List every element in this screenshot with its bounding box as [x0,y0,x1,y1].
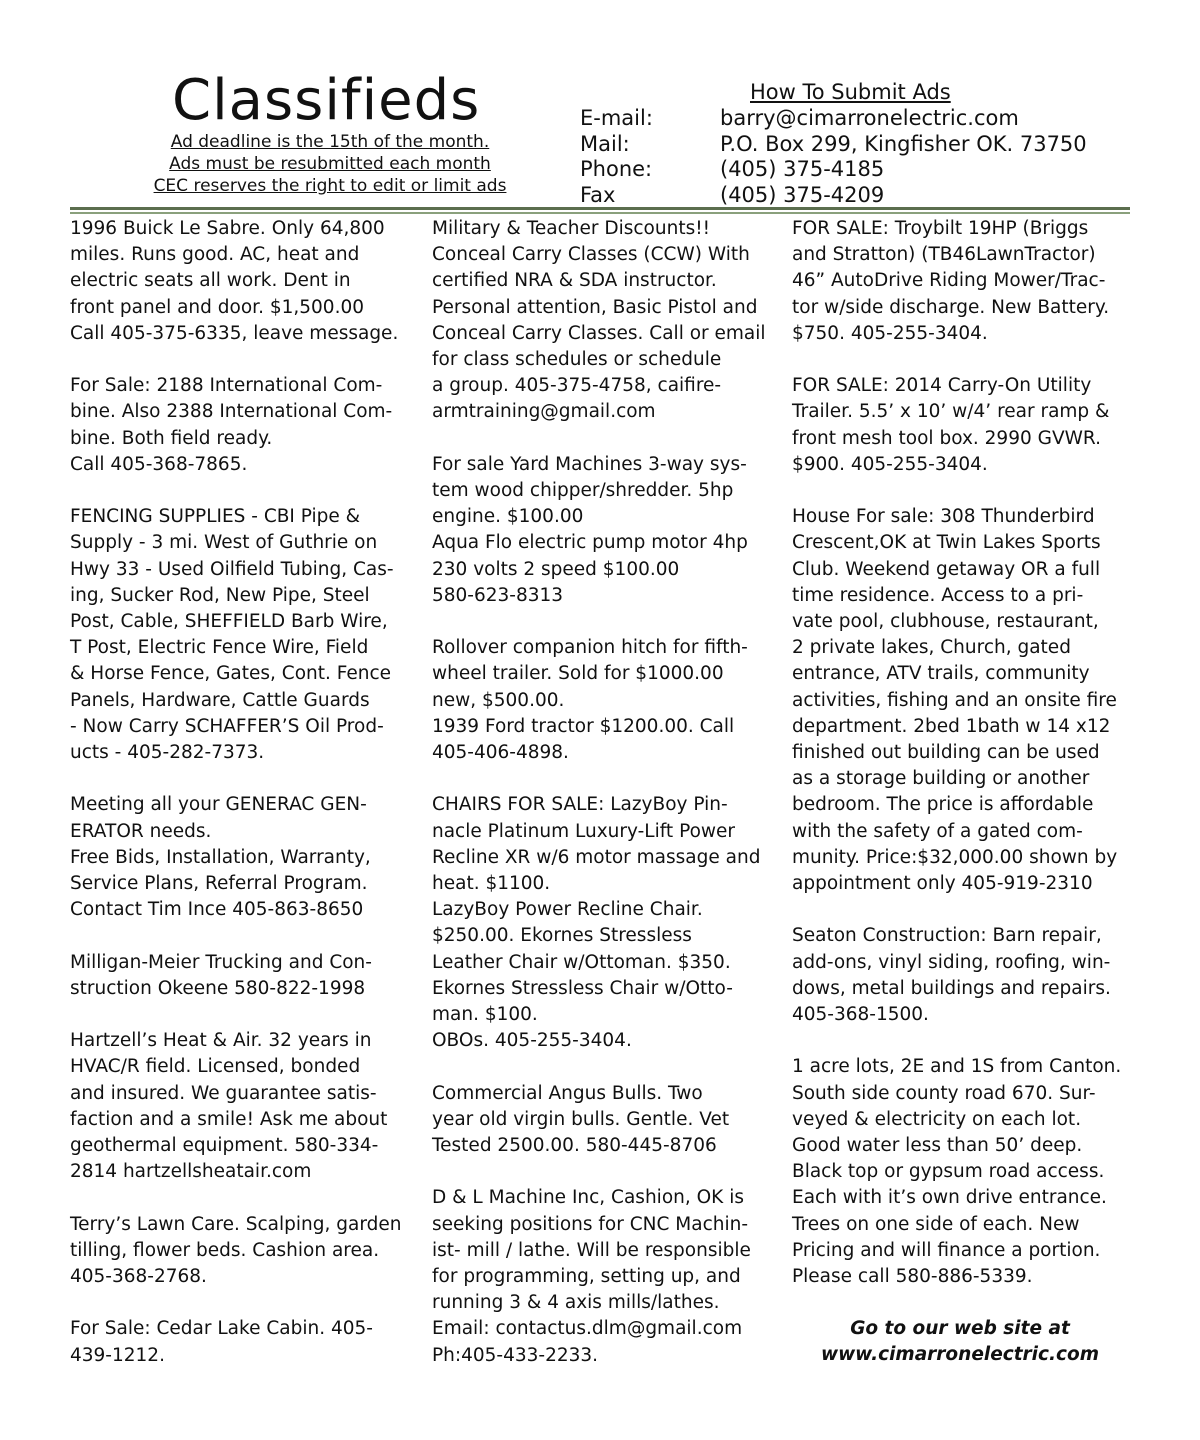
ad-carry-classes: Military & Teacher Discounts!! Conceal Carry Classes (CCW) With certified NRA & SDA instructor. Personal attention, Basic Pistol and Conceal Carry Classes. Call or email for class schedules or schedule a group. 405-375-4758, caifire- armtraining@gmail.com [432,218,766,423]
ad-fencing-supplies: FENCING SUPPLIES - CBI Pipe & Supply - 3 mi. West of Guthrie on Hwy 33 - Used Oilfield Tubing, Cas- ing, Sucker Rod, New Pipe, Steel Post, Cable, SHEFFIELD Barb Wire, T Post, Electric Fence Wire, Field & Horse Fence, Gates, Cont. Fence Panels, Hardware, Cattle Guards - Now Carry SCHAFFER’S Oil Prod- ucts - 405-282-7373. [70,506,394,764]
ad-chairs: CHAIRS FOR SALE: LazyBoy Pin- nacle Platinum Luxury-Lift Power Recline XR w/6 motor massage and heat. $1100. LazyBoy Power Recline Chair. $250.00. Ekornes Stressless Leather Chair w/Ottoman. $350. Ekornes Stressless Chair w/Otto- man. $100. OBOs. 405-255-3404. [432,794,761,1052]
ad-house: House For sale: 308 Thunderbird Crescent,OK at Twin Lakes Sports Club. Weekend getaway OR a full time residence. Access to a pri- vate pool, clubhouse, restaurant, 2 private lakes, Church, gated entrance, ATV trails, community activities, fishing and an onsite fire department. 2bed 1bath w 14 x12 finished out building can be used as a storage building or another bedroom. The price is affordable with the safety of a gated com- munity. Price:$32,000.00 shown by appointment only 405-919-2310 [792,506,1118,895]
contact-phone [580,157,884,182]
ad-trucking: Milligan-Meier Trucking and Con- struction Okeene 580-822-1998 [70,951,372,999]
contact-label: E-mail: [580,106,653,130]
submission-notes [130,131,530,197]
ad-hartzells: Hartzell’s Heat & Air. 32 years in HVAC/R field. Licensed, bonded and insured. We guarantee satis- faction and a smile! Ask me about geothermal equipment. 580-334- 2814 hartzellsheatair.com [70,1030,388,1183]
ad-lawn-care: Terry’s Lawn Care. Scalping, garden tilling, flower beds. Cashion area. 405-368-2768. [70,1213,402,1288]
contact-fax [580,183,884,208]
ad-utility-trailer: FOR SALE: 2014 Carry-On Utility Trailer. 5.5’ x 10’ w/4’ rear ramp & front mesh tool box. 2990 GVWR. $900. 405-255-3404. [792,375,1110,475]
header-divider-light [70,212,1130,214]
contact-label: Phone: [580,157,653,181]
contact-label: Mail: [580,132,630,156]
header-divider [70,207,1130,210]
ads-column-3 [792,216,1137,1316]
ad-troybilt: FOR SALE: Troybilt 19HP (Briggs and Stratton) (TB46LawnTractor) 46” AutoDrive Riding Mower/Trac- tor w/side discharge. New Battery. $750. 405-255-3404. [792,218,1110,344]
ad-seaton: Seaton Construction: Barn repair, add-ons, vinyl siding, roofing, win- dows, metal buildings and repairs. 405-368-1500. [792,925,1111,1026]
ad-buick: 1996 Buick Le Sabre. Only 64,800 miles. Runs good. AC, heat and electric seats all work. Dent in front panel and door. $1,500.00 Call 405-375-6335, leave message. [70,218,399,344]
ad-cabin: For Sale: Cedar Lake Cabin. 405- 439-1212. [70,1318,373,1366]
ad-acre-lots: 1 acre lots, 2E and 1S from Canton. South side county road 670. Sur- veyed & electricity on each lot. Good water less than 50’ deep. Black top or gypsum road access. Each with it’s own drive entrance. Trees on one side of each. New Pricing and will finance a portion. Please call 580-886-5339. [792,1056,1122,1288]
website-promo [800,1316,1120,1368]
deadline-note: Ad deadline is the 15th of the month. [170,132,490,152]
website-link[interactable]: www.cimarronelectric.com [821,1344,1099,1365]
submit-heading: How To Submit Ads [750,80,951,104]
resubmit-note: Ads must be resubmitted each month [169,154,491,174]
contact-value: P.O. Box 299, Kingfisher OK. 73750 [720,132,1087,156]
ads-column-1 [70,216,415,1395]
contact-label: Fax [580,183,616,207]
website-promo-text: Go to our web site at [850,1318,1070,1339]
masthead [0,0,1200,205]
edit-rights-note: CEC reserves the right to edit or limit ads [153,176,507,196]
ad-angus-bulls: Commercial Angus Bulls. Two year old virgin bulls. Gentle. Vet Tested 2500.00. 580-445-8706 [432,1082,730,1157]
contact-value: (405) 375-4209 [720,183,885,207]
ad-generac: Meeting all your GENERAC GEN- ERATOR needs. Free Bids, Installation, Warranty, Service Plans, Referral Program. Contact Tim Ince 405-863-8650 [70,794,371,921]
contact-email [580,106,1019,131]
ad-chipper-pump: For sale Yard Machines 3-way sys- tem wood chipper/shredder. 5hp engine. $100.00 Aqua Flo electric pump motor 4hp 230 volts 2 speed $100.00 580-623-8313 [432,453,748,606]
contact-value[interactable]: barry@cimarronelectric.com [720,106,1019,130]
ad-cnc-machinist: D & L Machine Inc, Cashion, OK is seeking positions for CNC Machin- ist- mill / lathe. Will be responsible for programming, setting up, and running 3 & 4 axis mills/lathes. Email: contactus.dlm@gmail.com Ph:405-433-2233. [432,1187,751,1366]
contact-mail [580,132,1087,157]
ad-hitch-tractor: Rollover companion hitch for fifth- wheel trailer. Sold for $1000.00 new, $500.00. 1939 Ford tractor $1200.00. Call 405-406-4898. [432,637,748,764]
ad-combines: For Sale: 2188 International Com- bine. Also 2388 International Com- bine. Both field ready. Call 405-368-7865. [70,375,393,475]
contact-value: (405) 375-4185 [720,157,885,181]
page-title: Classifieds [172,68,481,133]
ads-column-2 [432,216,777,1395]
